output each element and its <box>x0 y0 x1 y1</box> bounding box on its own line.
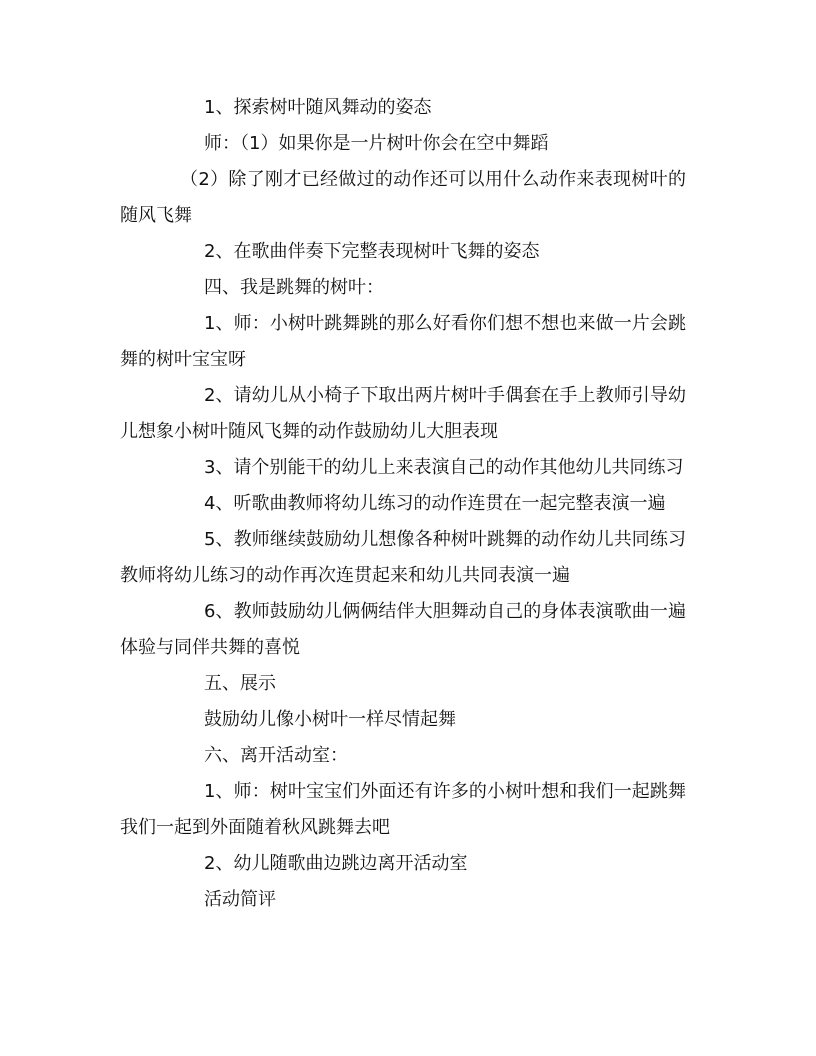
paragraph: 2、请幼儿从小椅子下取出两片树叶手偶套在手上教师引导幼儿想象小树叶随风飞舞的动作鼓励幼儿大胆表现 <box>120 385 686 442</box>
paragraph: 2、幼儿随歌曲边跳边离开活动室 <box>204 853 468 874</box>
paragraph: 活动简评 <box>204 889 276 910</box>
paragraph: 1、师：树叶宝宝们外面还有许多的小树叶想和我们一起跳舞我们一起到外面随着秋风跳舞去吧 <box>120 781 686 838</box>
paragraph: 5、教师继续鼓励幼儿想像各种树叶跳舞的动作幼儿共同练习教师将幼儿练习的动作再次连贯起来和幼儿共同表演一遍 <box>120 529 686 586</box>
paragraph: 6、教师鼓励幼儿俩俩结伴大胆舞动自己的身体表演歌曲一遍体验与同伴共舞的喜悦 <box>120 601 686 658</box>
paragraph: 3、请个别能干的幼儿上来表演自己的动作其他幼儿共同练习 <box>204 457 684 478</box>
paragraph: （2）除了刚才已经做过的动作还可以用什么动作来表现树叶的随风飞舞 <box>120 169 686 226</box>
paragraph: 4、听歌曲教师将幼儿练习的动作连贯在一起完整表演一遍 <box>204 493 666 514</box>
section-heading: 六、离开活动室： <box>204 745 348 766</box>
section-heading: 五、展示 <box>204 673 276 694</box>
paragraph: 1、探索树叶随风舞动的姿态 <box>204 97 432 118</box>
section-heading: 四、我是跳舞的树叶： <box>204 277 384 298</box>
paragraph: 2、在歌曲伴奏下完整表现树叶飞舞的姿态 <box>204 241 540 262</box>
document-body <box>120 90 686 918</box>
paragraph: 1、师：小树叶跳舞跳的那么好看你们想不想也来做一片会跳舞的树叶宝宝呀 <box>120 313 686 370</box>
paragraph: 师：（1）如果你是一片树叶你会在空中舞蹈 <box>204 133 549 154</box>
paragraph: 鼓励幼儿像小树叶一样尽情起舞 <box>204 709 456 730</box>
